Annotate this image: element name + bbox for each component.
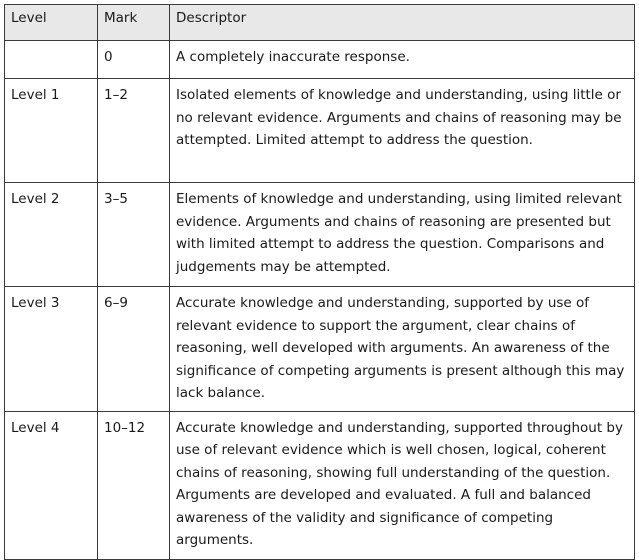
level-cell: Level 3 [5,287,98,412]
mark-cell: 6–9 [98,287,170,412]
level-cell [5,41,98,79]
descriptor-cell: Accurate knowledge and understanding, supported throughout by use of relevant evidence which is well chosen, logical, coherent chains of reasoning, showing full understanding of the question. Arguments are developed and evaluated. A full and balanced awareness of the validity and significance of competing arguments. [170,411,635,559]
table-row [5,287,635,412]
mark-cell: 3–5 [98,183,170,287]
descriptor-cell: Accurate knowledge and understanding, supported by use of relevant evidence to support the argument, clear chains of reasoning, well developed with arguments. An awareness of the significance of competing arguments is present although this may lack balance. [170,287,635,412]
table-body [5,41,635,560]
level-cell: Level 4 [5,411,98,559]
level-cell: Level 2 [5,183,98,287]
header-descriptor: Descriptor [170,5,635,41]
header-mark: Mark [98,5,170,41]
mark-scheme-table [4,4,635,560]
mark-cell: 0 [98,41,170,79]
header-level: Level [5,5,98,41]
table-row [5,41,635,79]
header-row [5,5,635,41]
mark-cell: 1–2 [98,79,170,183]
mark-cell: 10–12 [98,411,170,559]
descriptor-cell: A completely inaccurate response. [170,41,635,79]
descriptor-cell: Isolated elements of knowledge and understanding, using little or no relevant evidence. Arguments and chains of reasoning may be attempted. Limited attempt to address the question. [170,79,635,183]
table-row [5,79,635,183]
descriptor-cell: Elements of knowledge and understanding, using limited relevant evidence. Arguments and chains of reasoning are presented but with limited attempt to address the question. Comparisons and judgements may be attempted. [170,183,635,287]
table-row [5,411,635,559]
table-header [5,5,635,41]
table-row [5,183,635,287]
level-cell: Level 1 [5,79,98,183]
